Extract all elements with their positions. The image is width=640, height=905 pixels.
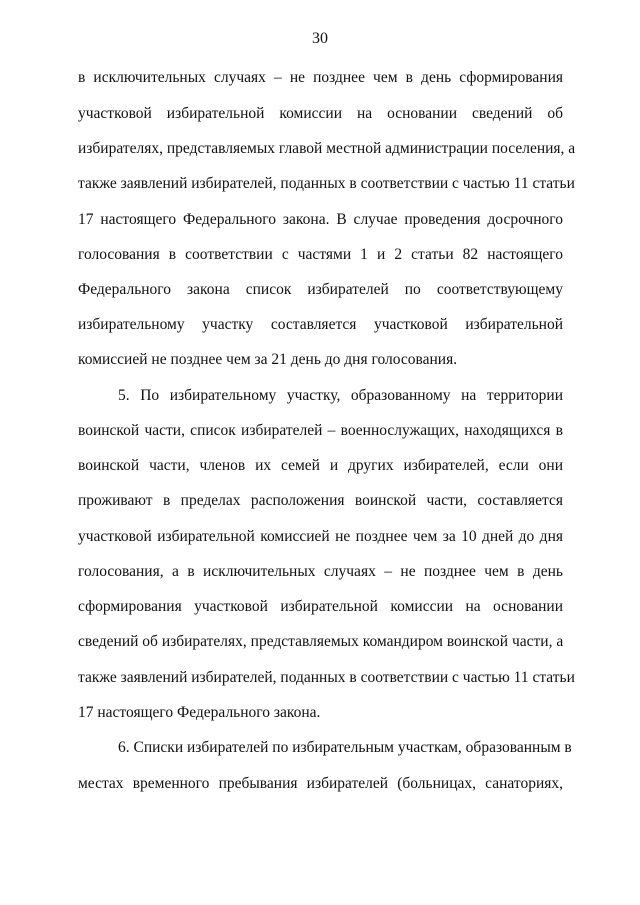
text-line: 17 настоящего Федерального закона. (78, 704, 321, 721)
text-line: голосования, а в исключительных случаях – не позднее чем в день (78, 563, 563, 580)
text-line: сведений об избирателях, представляемых командиром воинской части, а (78, 633, 564, 650)
text-line: также заявлений избирателей, поданных в соответствии с частью 11 статьи (78, 175, 575, 192)
text-line: местах временного пребывания избирателей (больницах, санаториях, (78, 775, 563, 792)
text-line: голосования в соответствии с частями 1 и 2 статьи 82 настоящего (78, 246, 563, 263)
text-line: воинской части, список избирателей – военнослужащих, находящихся в (78, 422, 563, 439)
text-line: сформирования участковой избирательной комиссии на основании (78, 598, 563, 615)
text-line: воинской части, членов их семей и других избирателей, если они (78, 457, 563, 474)
text-line: 17 настоящего Федерального закона. В случае проведения досрочного (78, 211, 563, 228)
text-line: 5. По избирательному участку, образованному на территории (118, 387, 563, 404)
text-line: 6. Списки избирателей по избирательным участкам, образованным в (118, 739, 572, 756)
text-line: также заявлений избирателей, поданных в соответствии с частью 11 статьи (78, 669, 575, 686)
text-line: Федерального закона список избирателей по соответствующему (78, 281, 563, 298)
text-line: проживают в пределах расположения воинской части, составляется (78, 492, 563, 509)
text-line: участковой избирательной комиссией не позднее чем за 10 дней до дня (78, 528, 563, 545)
text-line: комиссией не позднее чем за 21 день до дня голосования. (78, 351, 458, 368)
text-line: участковой избирательной комиссии на основании сведений об (78, 105, 563, 122)
text-line: избирательному участку составляется участковой избирательной (78, 316, 563, 333)
page-number: 30 (312, 30, 328, 47)
text-line: в исключительных случаях – не позднее чем в день сформирования (78, 69, 563, 86)
text-line: избирателях, представляемых главой местной администрации поселения, а (78, 140, 576, 157)
